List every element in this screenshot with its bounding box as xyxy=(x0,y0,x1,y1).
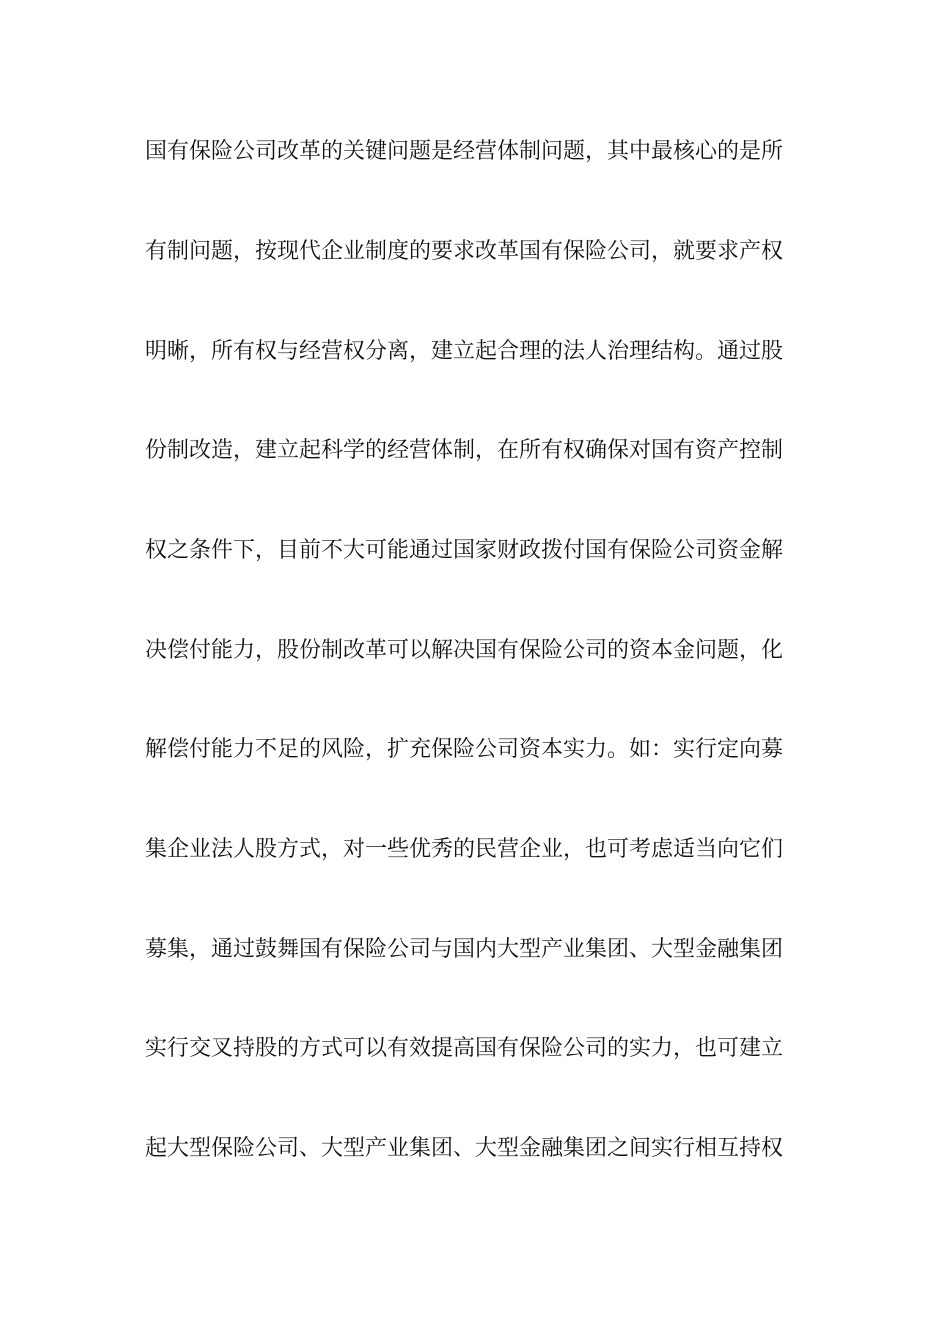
paragraph-line: 解偿付能力不足的风险，扩充保险公司资本实力。如：实行定向募 xyxy=(145,737,784,762)
paragraph-line: 国有保险公司改革的关键问题是经营体制问题，其中最核心的是所 xyxy=(145,139,784,164)
paragraph-line: 实行交叉持股的方式可以有效提高国有保险公司的实力，也可建立 xyxy=(145,1036,784,1061)
paragraph-line: 募集，通过鼓舞国有保险公司与国内大型产业集团、大型金融集团 xyxy=(145,937,784,962)
paragraph-line: 有制问题，按现代企业制度的要求改革国有保险公司，就要求产权 xyxy=(145,239,784,264)
paragraph-line: 权之条件下，目前不大可能通过国家财政拨付国有保险公司资金解 xyxy=(145,538,784,563)
paragraph-line: 决偿付能力，股份制改革可以解决国有保险公司的资本金问题，化 xyxy=(145,638,784,663)
paragraph-line: 集企业法人股方式，对一些优秀的民营企业，也可考虑适当向它们 xyxy=(145,837,784,862)
paragraph-line: 起大型保险公司、大型产业集团、大型金融集团之间实行相互持权 xyxy=(145,1136,784,1161)
paragraph-line: 明晰，所有权与经营权分离，建立起合理的法人治理结构。通过股 xyxy=(145,339,784,364)
paragraph-line: 份制改造，建立起科学的经营体制，在所有权确保对国有资产控制 xyxy=(145,438,784,463)
